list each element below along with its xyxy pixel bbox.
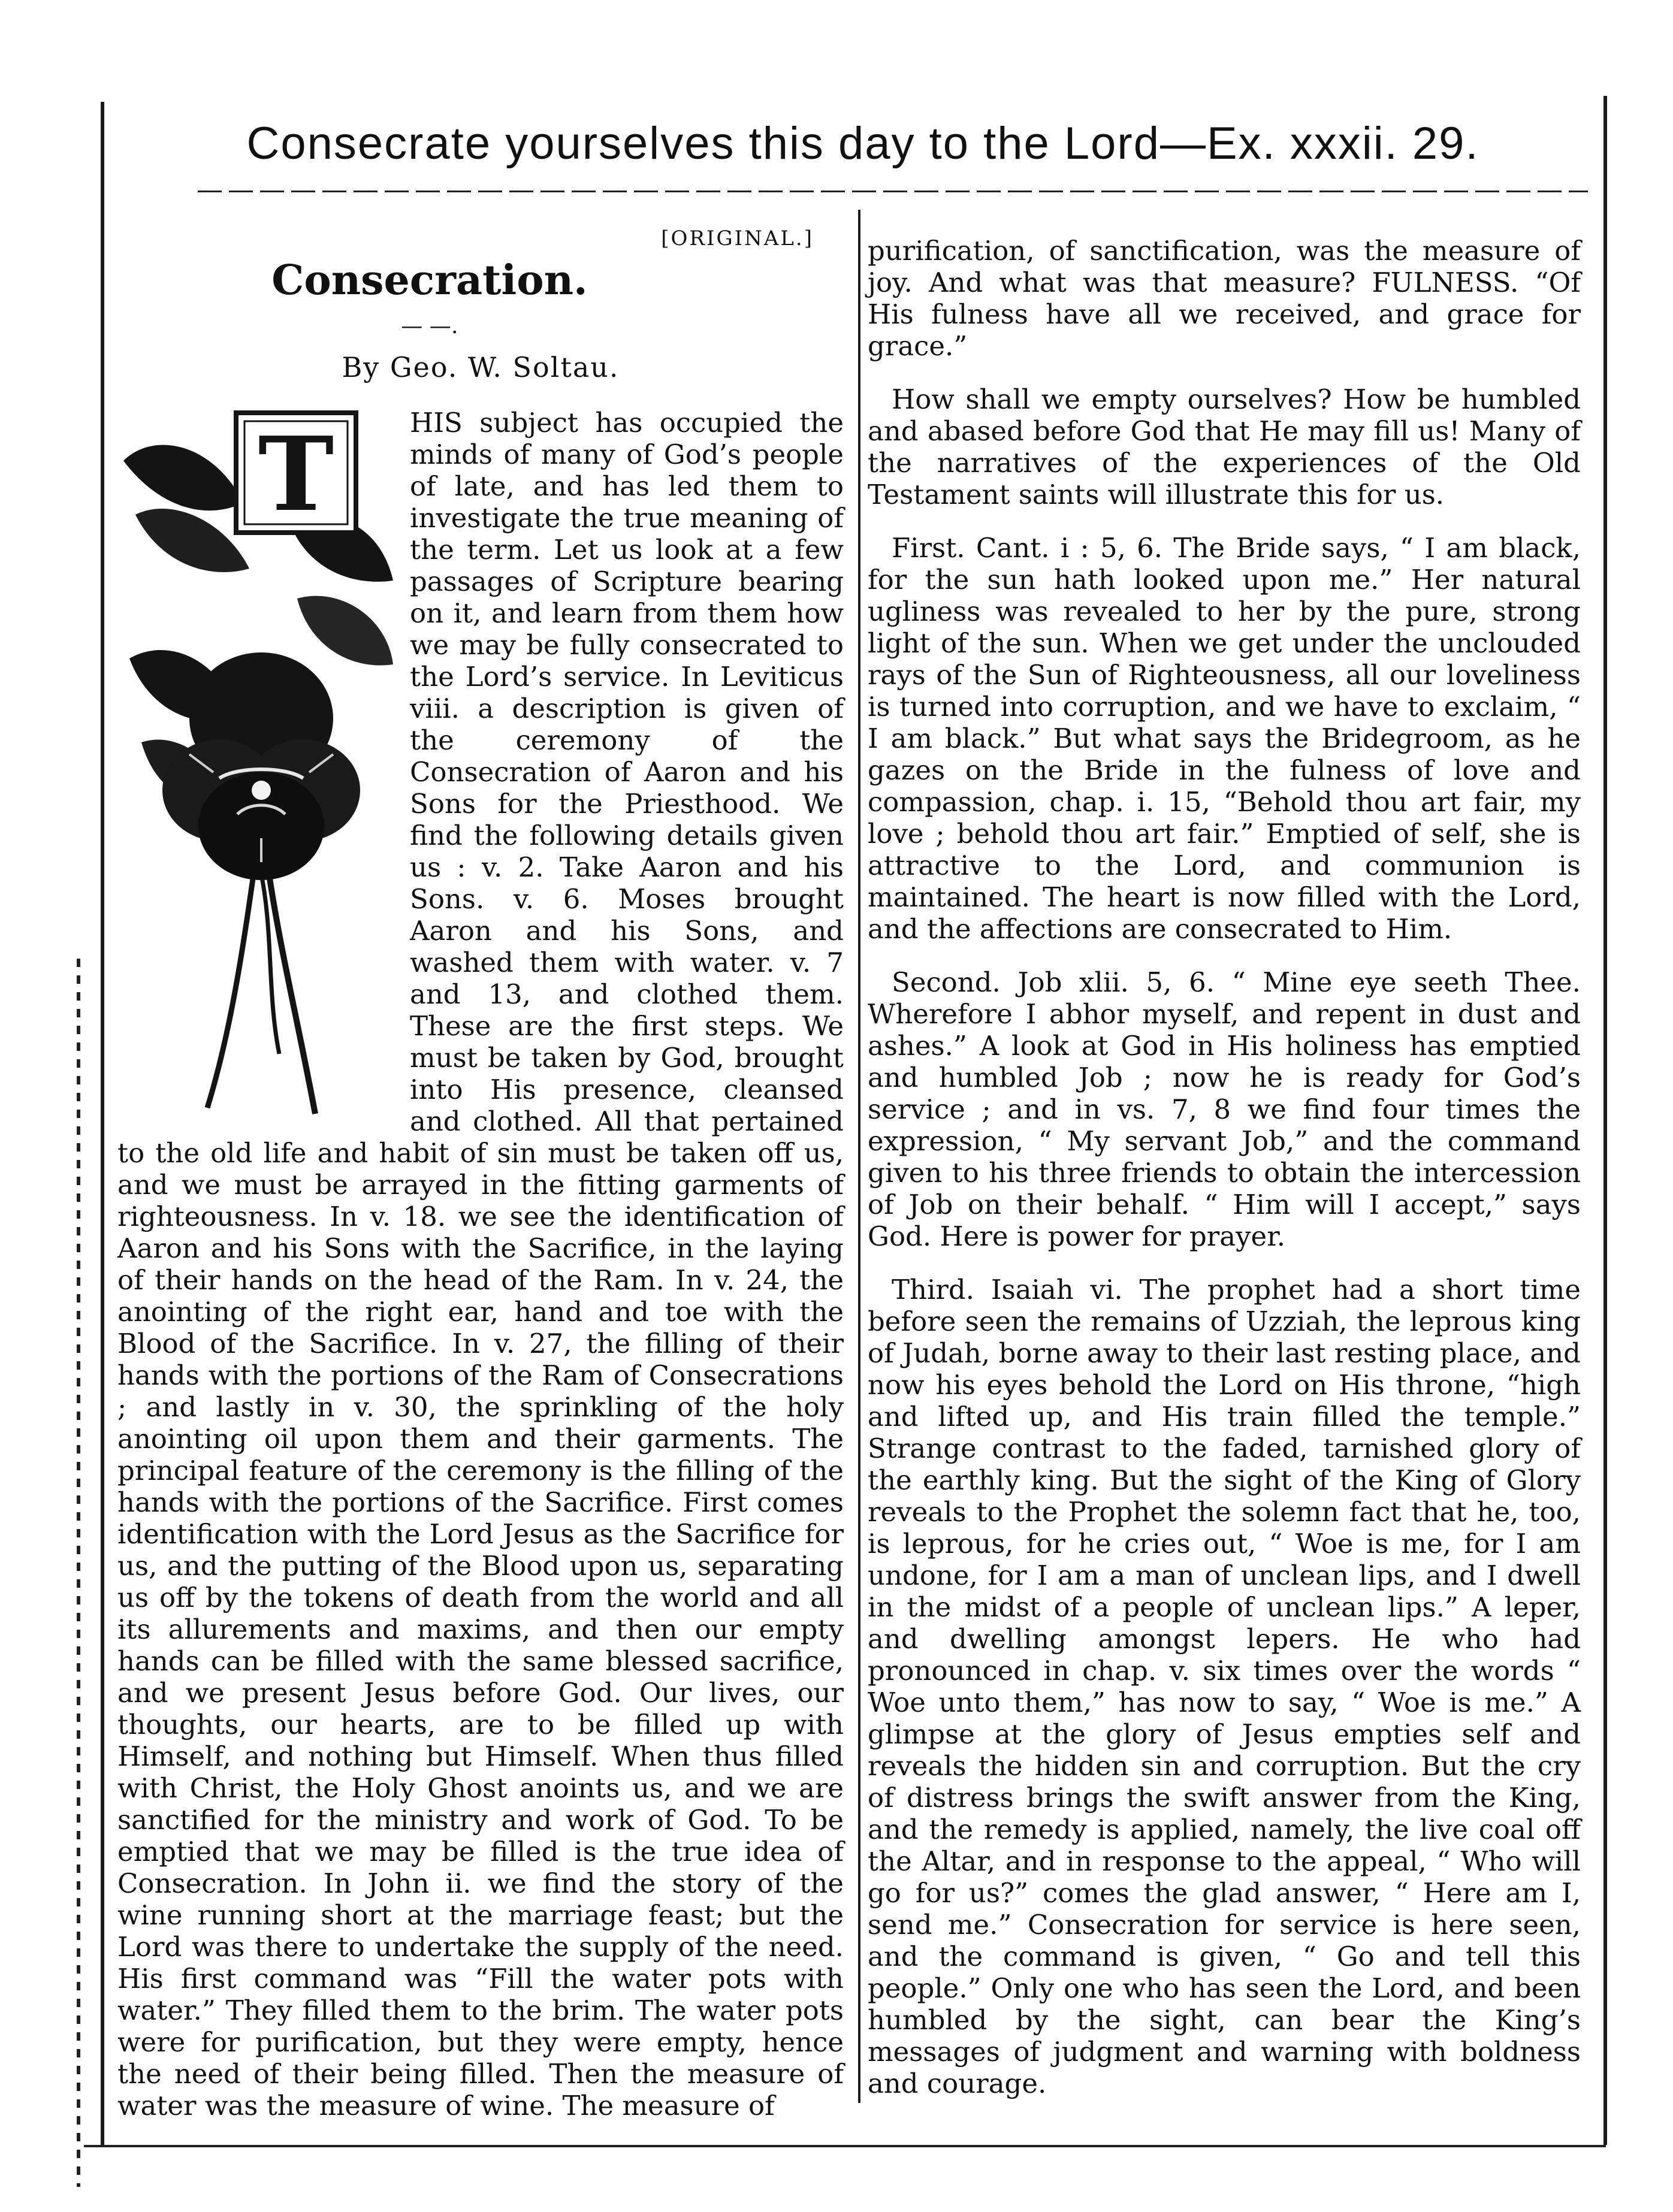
left-column — [117, 223, 844, 2122]
right-column — [868, 235, 1581, 2099]
article-paragraph: First. Cant. i : 5, 6. The Bride says, “ I am black, for the sun hath looked upon me.” Her natural ugliness was revealed to her by the pure, strong light of the sun. When we get under the unclouded rays of the Sun of Righteousness, all our loveliness is turned into corruption, and we have to exclaim, “ I am black.” But what says the Bridegroom, as he gazes on the Bride in the fulness of love and compassion, chap. i. 15, “Behold thou art fair, my love ; behold thou art fair.” Emptied of self, she is attractive to the Lord, and communion is maintained. The heart is now filled with the Lord, and the affections are consecrated to Him. — [868, 532, 1581, 945]
column-divider — [858, 210, 860, 2103]
page-header: Consecrate yourselves this day to the Lord—Ex. xxxii. 29. — [246, 118, 1479, 169]
scan-edge-marks — [77, 959, 80, 2187]
article-paragraph: HIS subject has occupied the minds of many of God’s people of late, and has led them to investigate the true meaning of the term. Let us look at a few passages of Scripture bearing on it, and learn from them how we may be fully consecrated to the Lord’s service. In Leviticus viii. a description is given of the ceremony of the Consecration of Aaron and his Sons for the Priesthood. We find the following details given us : v. 2. Take Aaron and his Sons. v. 6. Moses brought Aaron and his Sons, and washed them with water. v. 7 and 13, and clothed them. These are the first steps. We must be taken by God, brought into His presence, cleansed and clothed. All that pertained to the old life and habit of sin must be taken off us, and we must be arrayed in the fitting garments of righteousness. In v. 18. we see the identification of Aaron and his Sons with the Sacrifice, in the laying of their hands on the head of the Ram. In v. 24, the anointing of the right ear, hand and toe with the Blood of the Sacrifice. In v. 27, the filling of their hands with the portions of the Ram of Consecrations ; and lastly in v. 30, the sprinkling of the holy anointing oil upon them and their garments. The principal feature of the ceremony is the filling of the hands with the portions of the Sacrifice. First comes identification with the Lord Jesus as the Sacrifice for us, and the putting of the Blood upon us, separating us off by the tokens of death from the world and all its allurements and maxims, and then our empty hands can be filled with the same blessed sacrifice, and we present Jesus before God. Our lives, our thoughts, our hearts, are to be filled up with Himself, and nothing but Himself. When thus filled with Christ, the Holy Ghost anoints us, and we are sanctified for the ministry and work of God. To be emptied that we may be filled is the true idea of Consecration. In John ii. we find the story of the wine running short at the marriage feast; but the Lord was there to undertake the supply of the need. His first command was “Fill the water pots with water.” They filled them to the brim. The water pots were for purification, but they were empty, hence the need of their being filled. Then the measure of water was the measure of wine. The measure of — [117, 407, 844, 2122]
article-paragraph: Third. Isaiah vi. The prophet had a short time before seen the remains of Uzziah, the leprous king of Judah, borne away to their last resting place, and now his eyes behold the Lord on His throne, “high and lifted up, and His train filled the temple.” Strange contrast to the faded, tarnished glory of the earthly king. But the sight of the King of Glory reveals to the Prophet the solemn fact that he, too, is leprous, for he cries out, “ Woe is me, for I am undone, for I am a man of unclean lips, and I dwell in the midst of a people of unclean lips.” A leper, and dwelling amongst lepers. He who had pronounced in chap. v. six times over the words “ Woe unto them,” has now to say, “ Woe is me.” A glimpse at the glory of Jesus empties self and reveals the hidden sin and corruption. But the cry of distress brings the swift answer from the King, and the remedy is applied, namely, the live coal off the Altar, and in response to the appeal, “ Who will go for us?” comes the glad answer, “ Here am I, send me.” Consecration for service is here seen, and the command is given, “ Go and tell this people.” Only one who has seen the Lord, and been humbled by the sight, can bear the King’s messages of judgment and warning with boldness and courage. — [868, 1274, 1581, 2099]
article-paragraph: purification, of sanctification, was the measure of joy. And what was that measure? FULNESS. “Of His fulness have all we received, and grace for grace.” — [868, 235, 1581, 362]
pansy-floral-illustration — [117, 407, 399, 1126]
page-border-left — [101, 102, 104, 2145]
article-paragraph: Second. Job xlii. 5, 6. “ Mine eye seeth Thee. Wherefore I abhor myself, and repent in dust and ashes.” A look at God in His holiness has emptied and humbled Job ; now he is ready for God’s service ; and in vs. 7, 8 we find four times the expression, “ My servant Job,” and the command given to his three friends to obtain the intercession of Job on their behalf. “ Him will I accept,” says God. Here is power for prayer. — [868, 966, 1581, 1252]
original-tag: [ORIGINAL.] — [661, 226, 814, 250]
article-title: Consecration. — [271, 256, 588, 304]
drop-cap: T — [258, 415, 334, 534]
header-rule — [198, 191, 1588, 192]
article-byline: By Geo. W. Soltau. — [342, 351, 620, 383]
title-ornament: — —․ — [401, 314, 458, 339]
article-paragraph: How shall we empty ourselves? How be humbled and abased before God that He may fill us! Many of the narratives of the experiences of the Old Testament saints will illustrate this for us. — [868, 383, 1581, 510]
page-border-bottom — [84, 2145, 1606, 2147]
page-border-right — [1603, 96, 1607, 2145]
